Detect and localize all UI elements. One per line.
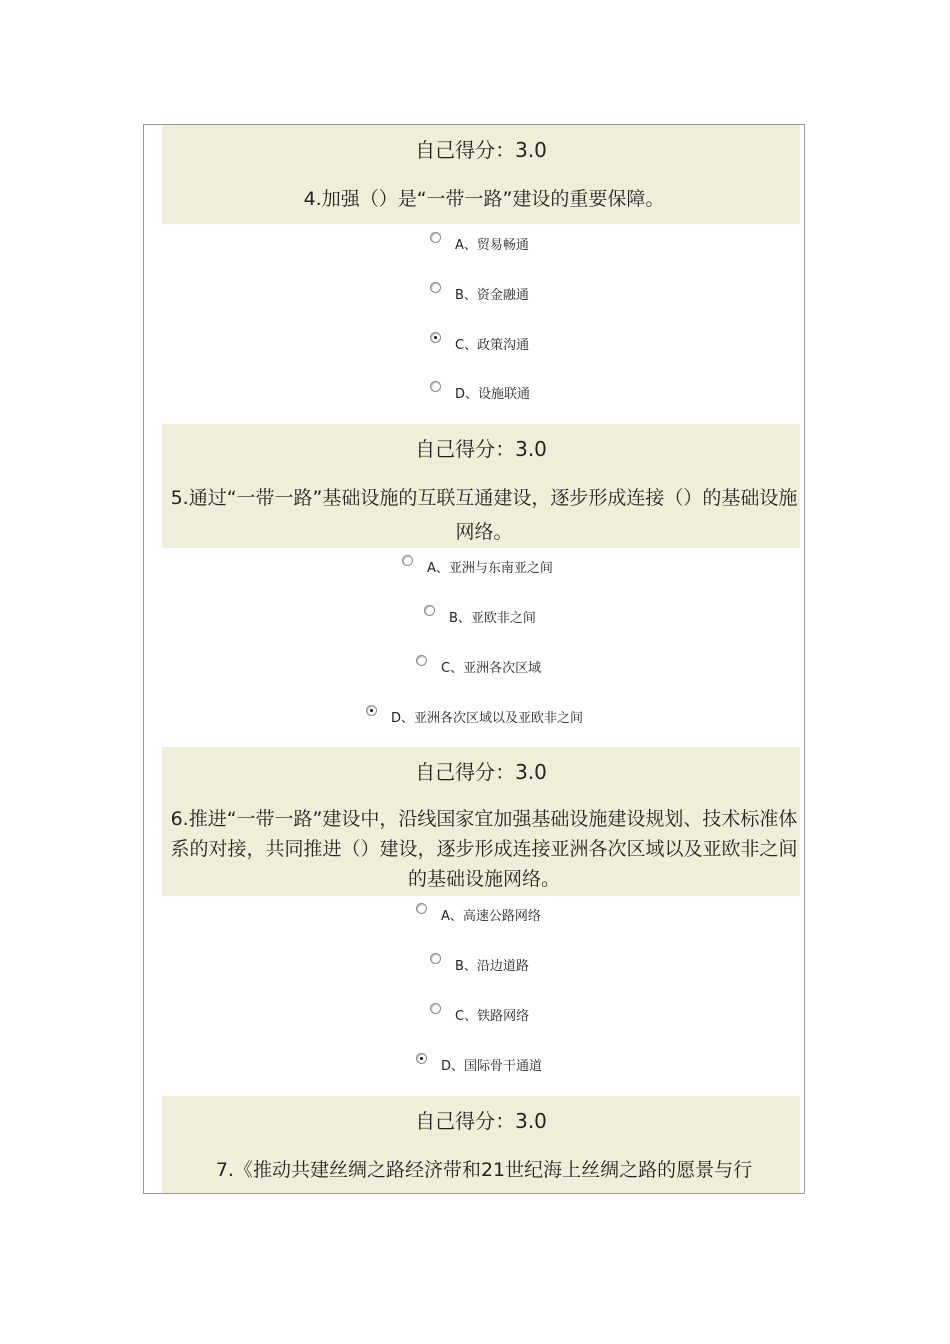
score-label: 自己得分：3.0: [415, 1109, 547, 1133]
option-label: A、贸易畅通: [455, 238, 529, 253]
radio-button-selected[interactable]: [366, 705, 377, 716]
option-label: D、亚洲各次区域以及亚欧非之间: [391, 711, 584, 726]
question-text: 6.推进“一带一路”建设中，沿线国家宜加强基础设施建设规划、技术标准体系的对接，共同推进（）建设，逐步形成连接亚洲各次区域以及亚欧非之间的基础设施网络。: [170, 808, 798, 890]
radio-button[interactable]: [424, 605, 435, 616]
radio-button[interactable]: [430, 1003, 441, 1014]
radio-button[interactable]: [402, 555, 413, 566]
option-label: D、国际骨干通道: [441, 1059, 543, 1074]
option-label: B、亚欧非之间: [449, 611, 536, 626]
question-text: 4.加强（）是“一带一路”建设的重要保障。: [303, 188, 665, 210]
option-label: A、高速公路网络: [441, 909, 541, 924]
score-label: 自己得分：3.0: [415, 760, 547, 784]
radio-button[interactable]: [430, 953, 441, 964]
option-label: A、亚洲与东南亚之间: [427, 561, 553, 576]
score-label: 自己得分：3.0: [415, 437, 547, 461]
radio-button[interactable]: [430, 232, 441, 243]
radio-button-selected[interactable]: [430, 332, 441, 343]
quiz-frame: [143, 124, 805, 1194]
option-label: B、资金融通: [455, 288, 529, 303]
radio-button[interactable]: [430, 381, 441, 392]
score-label: 自己得分：3.0: [415, 138, 547, 162]
option-label: C、政策沟通: [455, 338, 530, 353]
question-header: [162, 424, 800, 548]
question-text: 5.通过“一带一路”基础设施的互联互通建设，逐步形成连接（）的基础设施网络。: [170, 487, 798, 543]
question-header: [162, 1096, 800, 1194]
radio-button-selected[interactable]: [416, 1053, 427, 1064]
option-label: B、沿边道路: [455, 959, 529, 974]
option-label: C、铁路网络: [455, 1009, 530, 1024]
question-header: [162, 747, 800, 896]
radio-button[interactable]: [416, 655, 427, 666]
radio-button[interactable]: [416, 903, 427, 914]
question-text: 7.《推动共建丝绸之路经济带和21世纪海上丝绸之路的愿景与行: [215, 1159, 753, 1181]
question-header: [162, 125, 800, 224]
radio-button[interactable]: [430, 282, 441, 293]
option-label: C、亚洲各次区域: [441, 661, 542, 676]
option-label: D、设施联通: [455, 387, 531, 402]
